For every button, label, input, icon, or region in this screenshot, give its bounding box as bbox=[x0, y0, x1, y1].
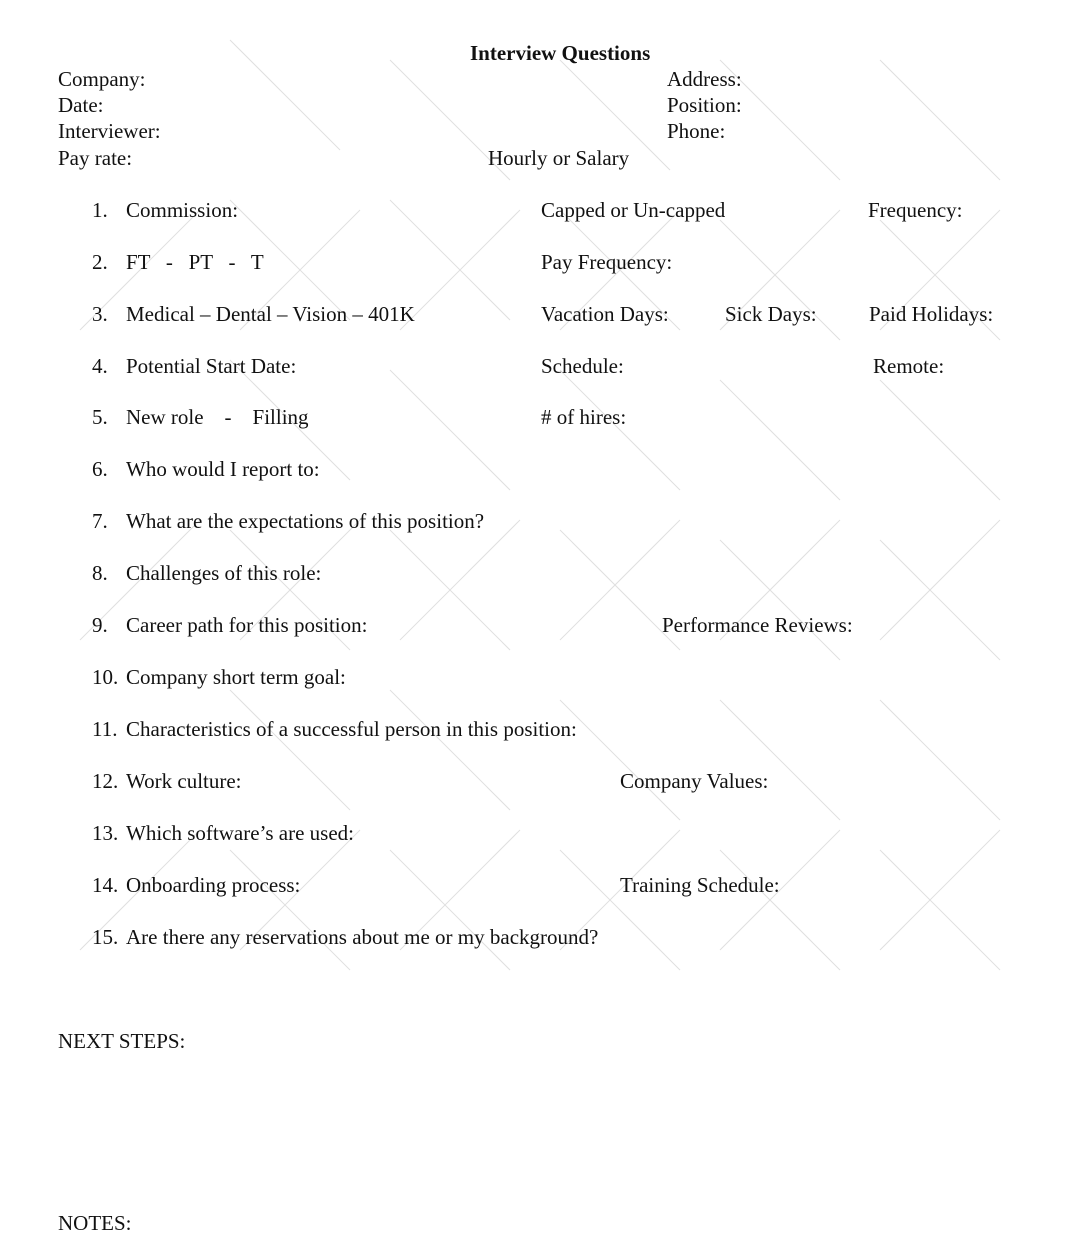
question-number: 6. bbox=[92, 457, 108, 481]
question-number: 11. bbox=[92, 717, 118, 741]
schedule-label: Schedule: bbox=[541, 354, 624, 378]
hourly-or-salary-label: Hourly or Salary bbox=[488, 146, 630, 170]
position-label: Position: bbox=[667, 93, 742, 117]
question-new-role: New role - Filling bbox=[126, 405, 309, 429]
question-short-term-goal: Company short term goal: bbox=[126, 665, 346, 689]
question-number: 12. bbox=[92, 769, 119, 793]
question-number: 3. bbox=[92, 302, 108, 326]
question-number: 5. bbox=[92, 405, 108, 429]
question-career-path: Career path for this position: bbox=[126, 613, 368, 637]
question-reservations: Are there any reservations about me or my background? bbox=[126, 925, 599, 949]
training-schedule-label: Training Schedule: bbox=[620, 873, 780, 897]
frequency-label: Frequency: bbox=[868, 198, 963, 222]
notes-heading: NOTES: bbox=[58, 1211, 132, 1235]
question-employment-type: FT - PT - T bbox=[126, 250, 264, 274]
question-commission: Commission: bbox=[126, 198, 239, 222]
question-expectations: What are the expectations of this position? bbox=[126, 509, 485, 533]
question-number: 9. bbox=[92, 613, 108, 637]
question-onboarding: Onboarding process: bbox=[126, 873, 301, 897]
phone-label: Phone: bbox=[667, 119, 726, 143]
vacation-days-label: Vacation Days: bbox=[541, 302, 669, 326]
question-number: 4. bbox=[92, 354, 108, 378]
question-number: 13. bbox=[92, 821, 119, 845]
page-title: Interview Questions bbox=[470, 41, 651, 65]
question-number: 10. bbox=[92, 665, 119, 689]
question-number: 2. bbox=[92, 250, 108, 274]
question-characteristics: Characteristics of a successful person in this position: bbox=[126, 717, 577, 741]
question-challenges: Challenges of this role: bbox=[126, 561, 322, 585]
company-values-label: Company Values: bbox=[620, 769, 769, 793]
question-benefits: Medical – Dental – Vision – 401K bbox=[126, 302, 415, 326]
performance-reviews-label: Performance Reviews: bbox=[662, 613, 853, 637]
question-number: 15. bbox=[92, 925, 119, 949]
pay-frequency-label: Pay Frequency: bbox=[541, 250, 673, 274]
question-number: 14. bbox=[92, 873, 119, 897]
address-label: Address: bbox=[667, 67, 742, 91]
capped-label: Capped or Un-capped bbox=[541, 198, 726, 222]
question-report-to: Who would I report to: bbox=[126, 457, 320, 481]
question-start-date: Potential Start Date: bbox=[126, 354, 297, 378]
date-label: Date: bbox=[58, 93, 104, 117]
pay-rate-label: Pay rate: bbox=[58, 146, 133, 170]
paid-holidays-label: Paid Holidays: bbox=[869, 302, 994, 326]
question-software: Which software’s are used: bbox=[126, 821, 354, 845]
question-work-culture: Work culture: bbox=[126, 769, 242, 793]
sick-days-label: Sick Days: bbox=[725, 302, 817, 326]
question-number: 8. bbox=[92, 561, 108, 585]
interviewer-label: Interviewer: bbox=[58, 119, 161, 143]
number-of-hires-label: # of hires: bbox=[541, 405, 627, 429]
next-steps-heading: NEXT STEPS: bbox=[58, 1029, 186, 1053]
question-number: 1. bbox=[92, 198, 108, 222]
company-label: Company: bbox=[58, 67, 146, 91]
question-number: 7. bbox=[92, 509, 108, 533]
remote-label: Remote: bbox=[873, 354, 945, 378]
